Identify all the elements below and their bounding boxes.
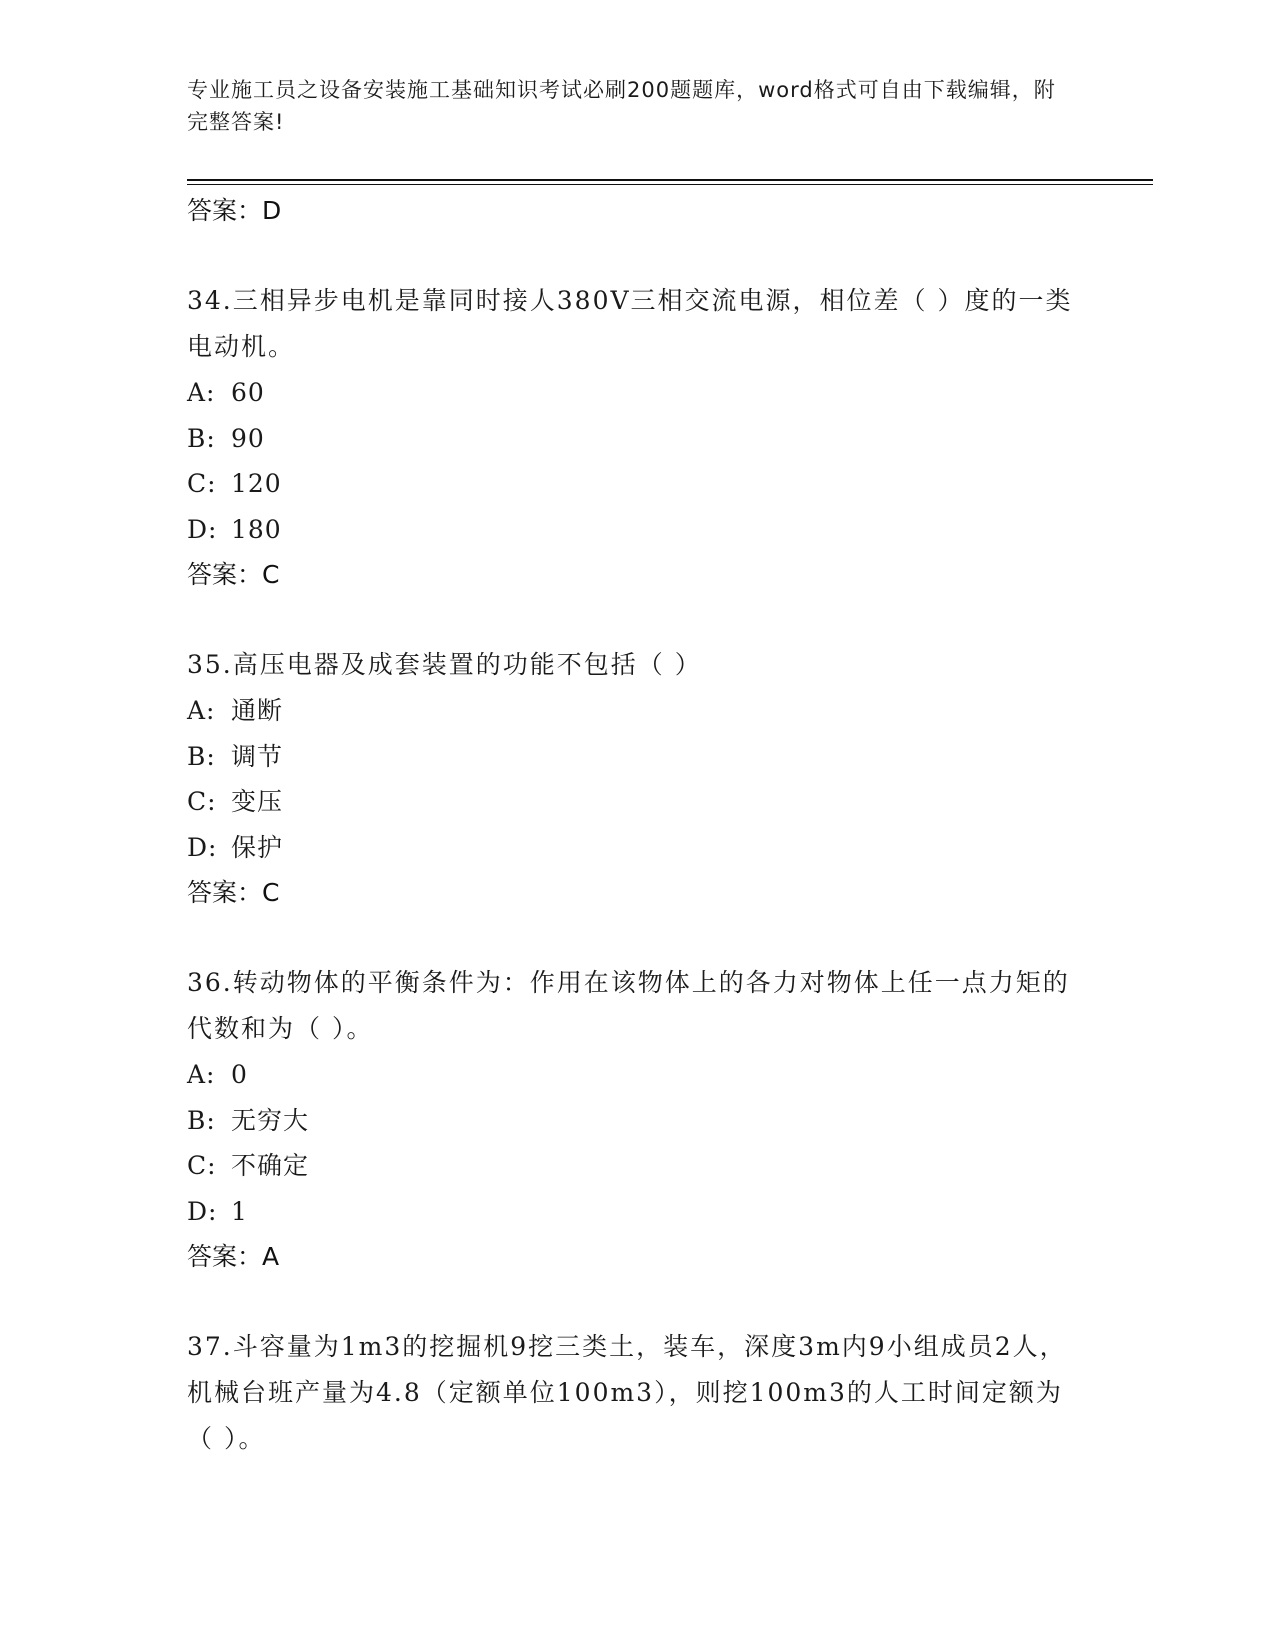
option-text: 120: [231, 469, 282, 498]
option-letter: C:: [187, 469, 217, 498]
option-b: [187, 416, 1087, 462]
page-header: 专业施工员之设备安装施工基础知识考试必刷200题题库，word格式可自由下载编辑，附完整答案!: [187, 78, 1056, 134]
option-text: 90: [231, 423, 265, 453]
option-text: 0: [231, 1060, 248, 1089]
header-divider-thin: [187, 184, 1153, 185]
header-divider: [187, 179, 1153, 181]
question-text: 35.高压电器及成套装置的功能不包括（ ）: [187, 650, 702, 679]
question-37: [187, 1324, 1087, 1462]
option-text: 调节: [231, 741, 284, 771]
option-letter: A:: [187, 696, 216, 725]
option-text: 不确定: [231, 1151, 310, 1180]
question-text: 37.斗容量为1m3的挖掘机9挖三类土，装车，深度3m内9小组成员2人，机械台班产量为4.8（定额单位100m3），则挖100m3的人工时间定额为（ ）。: [187, 1332, 1067, 1453]
option-letter: C:: [187, 787, 217, 816]
option-letter: D:: [187, 514, 218, 544]
option-a: [187, 688, 1087, 734]
question-36: [187, 960, 1087, 1280]
option-text: 180: [231, 514, 282, 544]
option-text: 变压: [231, 787, 284, 816]
option-letter: D:: [187, 832, 218, 862]
answer-line: 答案：A: [187, 1242, 280, 1271]
option-c: [187, 779, 1087, 825]
option-letter: B:: [187, 1105, 216, 1135]
option-a: [187, 370, 1087, 416]
option-d: [187, 1189, 1087, 1235]
option-d: [187, 825, 1087, 871]
question-35: [187, 642, 1087, 916]
option-d: [187, 507, 1087, 553]
option-letter: B:: [187, 423, 216, 453]
option-c: [187, 1143, 1087, 1189]
option-b: [187, 1098, 1087, 1144]
option-text: 60: [231, 378, 265, 407]
option-a: [187, 1052, 1087, 1098]
option-text: 无穷大: [231, 1105, 310, 1135]
option-letter: C:: [187, 1151, 217, 1180]
question-list: [187, 188, 1087, 1462]
option-text: 通断: [231, 696, 284, 725]
answer-line: 答案：D: [187, 196, 282, 225]
question-text: 34.三相异步电机是靠同时接人380V三相交流电源，相位差（ ）度的一类电动机。: [187, 286, 1073, 361]
option-letter: A:: [187, 1060, 216, 1089]
option-letter: B:: [187, 741, 216, 771]
option-letter: D:: [187, 1196, 218, 1226]
question-34: [187, 278, 1087, 598]
option-letter: A:: [187, 378, 216, 407]
question-text: 36.转动物体的平衡条件为：作用在该物体上的各力对物体上任一点力矩的代数和为（ ）。: [187, 968, 1070, 1043]
option-text: 1: [231, 1196, 248, 1226]
option-b: [187, 734, 1087, 780]
option-c: [187, 461, 1087, 507]
option-text: 保护: [231, 832, 284, 862]
answer-line: 答案：C: [187, 878, 280, 907]
answer-line: 答案：C: [187, 560, 280, 589]
